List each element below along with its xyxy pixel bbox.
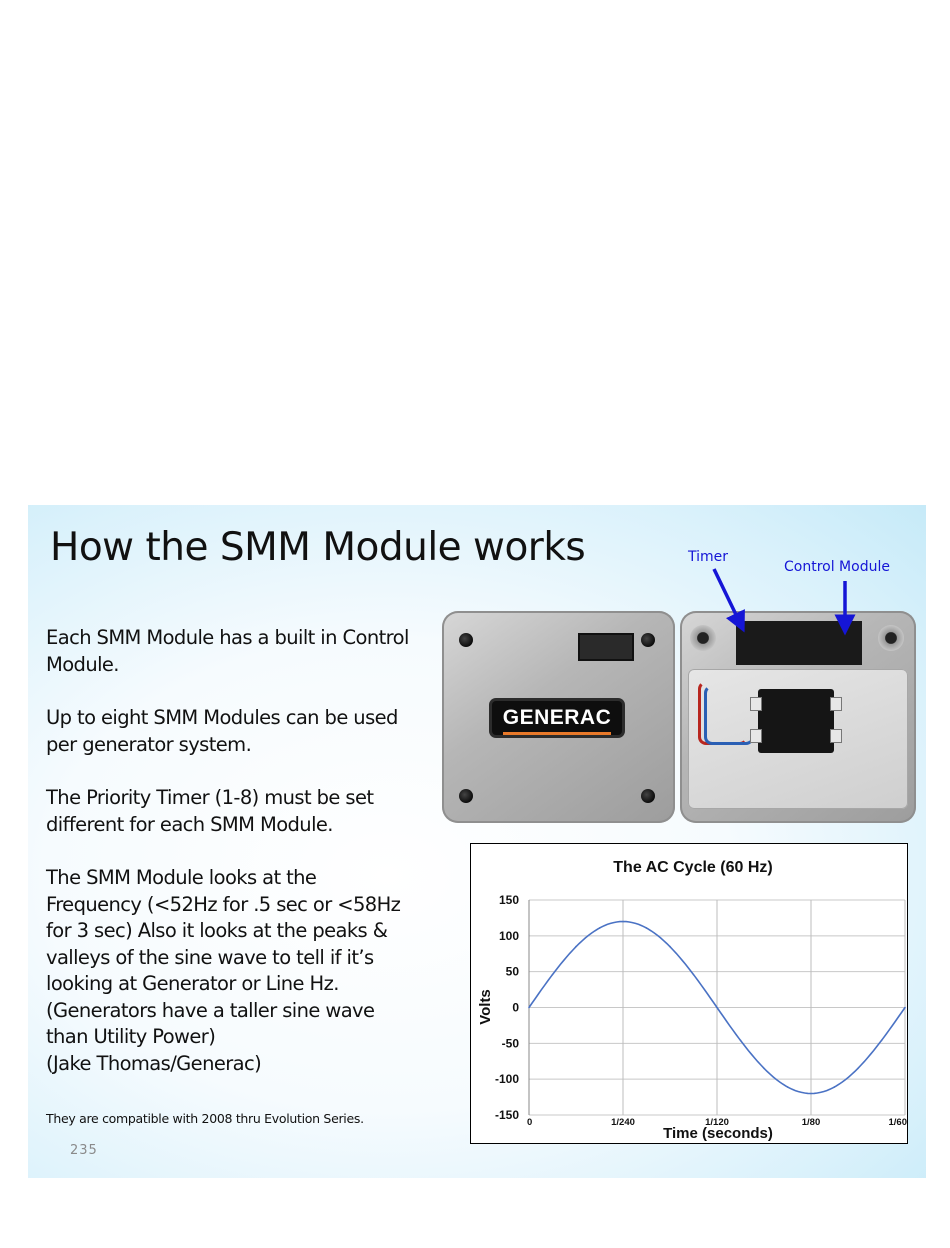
- relay-terminal: [830, 729, 842, 743]
- ac-cycle-chart: [470, 843, 908, 1144]
- relay-contactor: [758, 689, 834, 753]
- text-line: Up to eight SMM Modules can be used: [46, 706, 398, 729]
- page-number: 235: [70, 1143, 98, 1158]
- x-tick-label: 1/240: [611, 1117, 635, 1128]
- y-tick-label: 0: [512, 1000, 519, 1015]
- chart-title: The AC Cycle (60 Hz): [613, 859, 773, 876]
- control-module-strip: [736, 621, 862, 665]
- y-tick-label: -50: [501, 1036, 519, 1051]
- text-line: valleys of the sine wave to tell if it’s: [46, 945, 374, 969]
- mounting-boss: [690, 625, 716, 651]
- timer-callout-label: Timer: [688, 549, 729, 565]
- relay-terminal: [830, 697, 842, 711]
- paragraph-control-module: [46, 625, 466, 678]
- data-point: [599, 927, 601, 929]
- text-line: The Priority Timer (1-8) must be set: [46, 786, 374, 809]
- data-point: [834, 1086, 836, 1088]
- data-point: [528, 1007, 530, 1009]
- text-line: for 3 sec) Also it looks at the peaks &: [46, 919, 388, 942]
- data-point: [669, 946, 671, 948]
- mounting-boss: [878, 625, 904, 651]
- body-text: [46, 625, 466, 1077]
- paragraph-module-count: [46, 705, 466, 758]
- x-tick-label: 0: [527, 1117, 533, 1128]
- data-point: [810, 1093, 812, 1095]
- data-point: [787, 1086, 789, 1088]
- paragraph-frequency: [46, 865, 466, 1077]
- text-line: than Utility Power): [46, 1025, 216, 1048]
- control-module-callout-label: Control Module: [784, 559, 890, 575]
- x-tick-label: 1/60: [888, 1117, 907, 1128]
- generac-logo: [492, 701, 622, 735]
- y-tick-label: 100: [498, 928, 519, 943]
- text-line: The SMM Module looks at the: [46, 866, 317, 889]
- data-point: [552, 974, 554, 976]
- smm-module-open-photo: [680, 611, 916, 823]
- y-tick-label: -100: [494, 1072, 519, 1087]
- slide: [28, 505, 926, 1178]
- y-tick-label: 50: [505, 964, 519, 979]
- blue-wire: [704, 685, 754, 745]
- text-line: per generator system.: [46, 732, 252, 756]
- data-point: [857, 1068, 859, 1070]
- chart-x-axis-label: Time (seconds): [663, 1125, 773, 1142]
- x-tick-label: 1/120: [705, 1117, 729, 1128]
- data-point: [575, 946, 577, 948]
- data-point: [622, 921, 624, 923]
- text-line: looking at Generator or Line Hz.: [46, 972, 339, 995]
- slide-title: How the SMM Module works: [50, 525, 586, 570]
- paragraph-priority-timer: [46, 785, 466, 838]
- chart-svg: [471, 844, 909, 1145]
- screw: [641, 633, 655, 647]
- data-point: [693, 974, 695, 976]
- text-line: (Jake Thomas/Generac): [46, 1051, 262, 1075]
- data-point: [646, 927, 648, 929]
- text-line: Each SMM Module has a built in Control: [46, 626, 409, 649]
- text-line: Frequency (<52Hz for .5 sec or <58Hz: [46, 892, 401, 916]
- data-point: [740, 1040, 742, 1042]
- text-line: (Generators have a taller sine wave: [46, 998, 375, 1022]
- screw: [459, 789, 473, 803]
- data-point: [716, 1007, 718, 1009]
- y-tick-label: -150: [494, 1108, 519, 1122]
- text-line: different for each SMM Module.: [46, 812, 333, 836]
- data-point: [763, 1068, 765, 1070]
- compatibility-footnote: They are compatible with 2008 thru Evolution Series.: [46, 1111, 364, 1126]
- y-tick-label: 150: [498, 893, 519, 907]
- relay-terminal: [750, 729, 762, 743]
- generac-logo-text: GENERAC: [493, 706, 622, 730]
- screw: [459, 633, 473, 647]
- led-display: [578, 633, 634, 661]
- smm-module-closed-photo: [442, 611, 675, 823]
- data-point: [881, 1040, 883, 1042]
- data-point: [904, 1007, 906, 1009]
- x-tick-label: 1/80: [801, 1117, 821, 1128]
- screw: [641, 789, 655, 803]
- chart-y-axis-label: Volts: [477, 989, 494, 1025]
- text-line: Module.: [46, 652, 119, 676]
- relay-terminal: [750, 697, 762, 711]
